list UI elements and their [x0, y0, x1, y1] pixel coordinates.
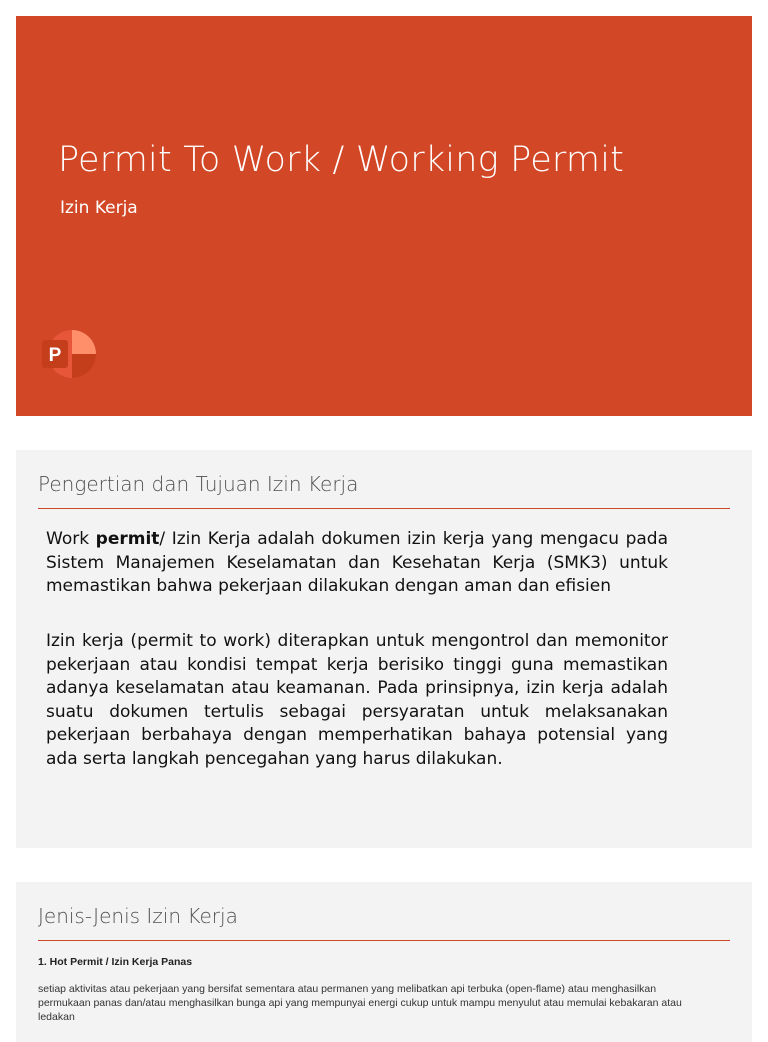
heading-divider	[38, 940, 730, 941]
presentation-title: Permit To Work / Working Permit	[58, 140, 625, 180]
definition-paragraph-2: Izin kerja (permit to work) diterapkan untuk mengontrol dan memonitor pekerjaan atau kondisi tempat kerja berisiko tinggi guna memastikan adanya keselamatan atau keamanan. Pada prinsipnya, izin kerja adalah suatu dokumen tertulis sebagai persyaratan untuk melaksanakan pekerjaan berbahaya dengan memperhatikan bahaya potensial yang ada serta langkah pencegahan yang harus dilakukan.	[46, 631, 668, 769]
types-heading: Jenis-Jenis Izin Kerja	[38, 904, 238, 928]
powerpoint-logo-icon	[40, 328, 98, 380]
definition-slide	[16, 450, 752, 848]
heading-divider	[38, 508, 730, 509]
types-slide	[16, 882, 752, 1042]
item-description: setiap aktivitas atau pekerjaan yang bersifat sementara atau permanen yang melibatkan api terbuka (open-flame) atau menghasilkan permukaan panas dan/atau menghasilkan bunga api yang mempunyai energi cukup untuk mampu menyulut atau memulai kebakaran atau ledakan	[38, 983, 682, 1023]
title-slide	[16, 16, 752, 416]
para1-bold: permit	[95, 529, 160, 549]
presentation-subtitle: Izin Kerja	[60, 198, 138, 218]
definition-paragraph-1	[46, 528, 668, 599]
item-title: 1. Hot Permit / Izin Kerja Panas	[38, 956, 193, 968]
logo-letter: P	[48, 345, 62, 366]
definition-heading: Pengertian dan Tujuan Izin Kerja	[38, 472, 359, 496]
para1-prefix: Work	[46, 529, 96, 549]
para1-rest: / Izin Kerja adalah dokumen izin kerja yang mengacu pada Sistem Manajemen Keselamatan dan Kesehatan Kerja (SMK3) untuk memastikan bahwa pekerjaan dilakukan dengan aman dan efisien	[46, 529, 669, 596]
